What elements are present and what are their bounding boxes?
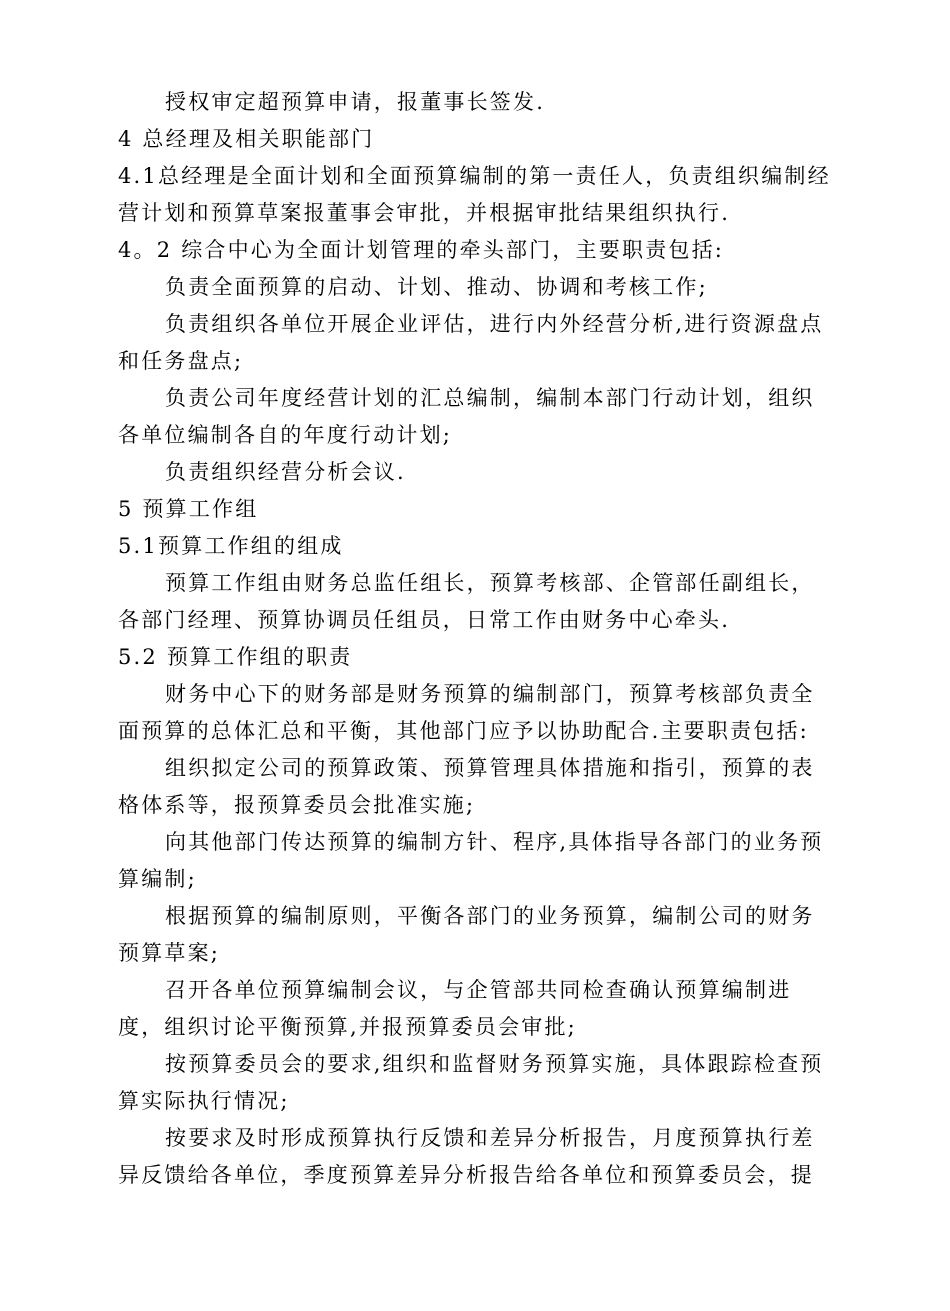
list-item: 根据预算的编制原则，平衡各部门的业务预算，编制公司的财务预算草案; (118, 904, 815, 965)
list-item: 负责全面预算的启动、计划、推动、协调和考核工作; (165, 275, 708, 299)
document-page (118, 84, 834, 1194)
paragraph: 4。2 综合中心为全面计划管理的牵头部门，主要职责包括: (118, 238, 725, 262)
paragraph: 4.1总经理是全面计划和全面预算编制的第一责任人，负责组织编制经营计划和预算草案报董事会审批，并根据审批结果组织执行. (118, 164, 831, 225)
section-heading: 4 总经理及相关职能部门 (118, 127, 375, 151)
paragraph: 财务中心下的财务部是财务预算的编制部门，预算考核部负责全面预算的总体汇总和平衡，其他部门应予以协助配合.主要职责包括: (118, 682, 815, 743)
list-item: 负责组织各单位开展企业评估，进行内外经营分析,进行资源盘点和任务盘点; (118, 312, 824, 373)
paragraph: 授权审定超预算申请，报董事长签发. (165, 90, 546, 114)
subsection-heading: 5.2 预算工作组的职责 (118, 645, 353, 669)
list-item: 按预算委员会的要求,组织和监督财务预算实施，具体跟踪检查预算实际执行情况; (118, 1052, 824, 1113)
subsection-heading: 5.1预算工作组的组成 (118, 534, 344, 558)
list-item: 负责公司年度经营计划的汇总编制，编制本部门行动计划，组织各单位编制各自的年度行动计划; (118, 386, 815, 447)
list-item: 负责组织经营分析会议. (165, 460, 406, 484)
list-item: 召开各单位预算编制会议，与企管部共同检查确认预算编制进度，组织讨论平衡预算,并报预算委员会审批; (118, 978, 792, 1039)
list-item: 按要求及时形成预算执行反馈和差异分析报告，月度预算执行差异反馈给各单位，季度预算差异分析报告给各单位和预算委员会，提 (118, 1126, 815, 1187)
list-item: 组织拟定公司的预算政策、预算管理具体措施和指引，预算的表格体系等，报预算委员会批准实施; (118, 756, 815, 817)
list-item: 向其他部门传达预算的编制方针、程序,具体指导各部门的业务预算编制; (118, 830, 824, 891)
section-heading: 5 预算工作组 (118, 497, 259, 521)
paragraph: 预算工作组由财务总监任组长，预算考核部、企管部任副组长，各部门经理、预算协调员任组员，日常工作由财务中心牵头. (118, 571, 815, 632)
